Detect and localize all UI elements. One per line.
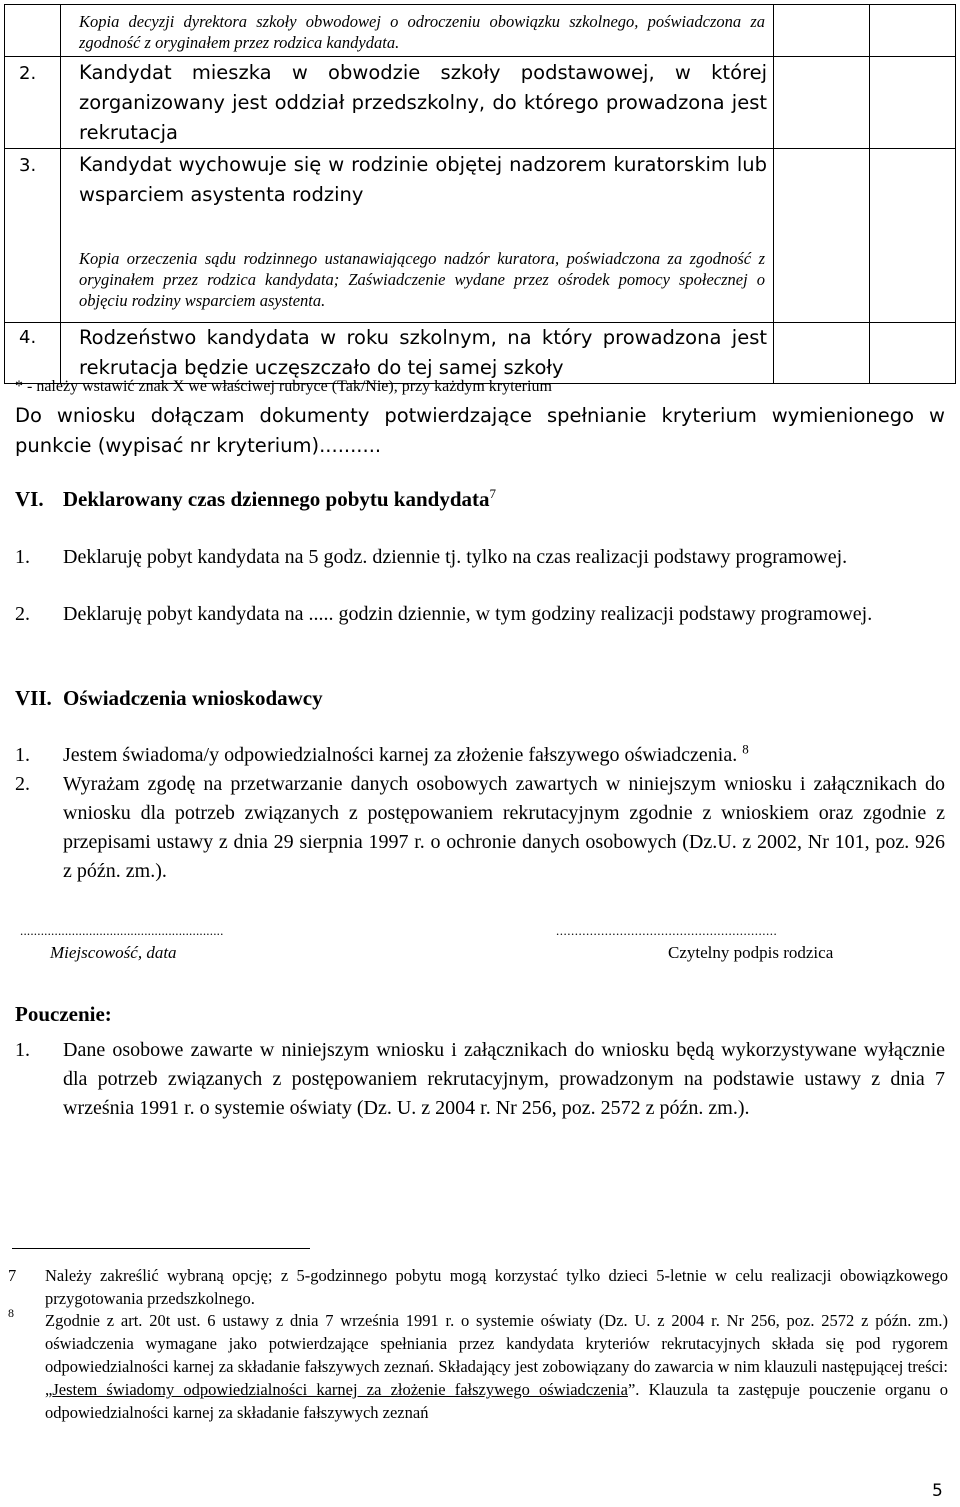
page-number: 5: [932, 1481, 943, 1501]
table-cell-num: [5, 149, 61, 323]
list-item-text: Deklaruję pobyt kandydata na 5 godz. dziennie tj. tylko na czas realizacji podstawy programowej.: [63, 546, 848, 568]
row4-number: 4.: [19, 327, 37, 348]
place-date-line[interactable]: ...........................................................: [20, 923, 224, 938]
list-item-number: 1.: [15, 546, 30, 568]
table-row: [5, 5, 956, 57]
section-vi-heading: [15, 487, 915, 512]
checkbox-cell-yes[interactable]: [774, 149, 870, 323]
table-cell-num: [5, 57, 61, 149]
footnote-8: 8 Zgodnie z art. 20t ust. 6 ustawy z dnia 7 września 1991 r. o systemie oświaty (Dz. U. z 2004 r. Nr 256, poz. 2572 z późn. zm.) oświadczenia wymagane jako potwierdzające spełniania przez kandydata kryteriów rekrutacyjnych składa się pod rygorem odpowiedzialności karnej za składanie fałszywych zeznań. Składający jest zobowiązany do zawarcia w nim klauzuli następującej treści: „Jestem świadomy odpowiedzialności karnej za złożenie fałszywego oświadczenia”. Klauzula ta zastępuje pouczenie organu o odpowiedzialności karnej za składanie fałszywych zeznań: [8, 1306, 948, 1422]
section-vii-title: Oświadczenia wnioskodawcy: [63, 686, 323, 710]
table-footnote: * - należy wstawić znak X we właściwej rubryce (Tak/Nie), przy każdym kryterium: [15, 378, 552, 395]
checkbox-cell-no[interactable]: [870, 323, 956, 384]
list-item-number: 1.: [15, 1039, 30, 1061]
list-item-text: Jestem świadoma/y odpowiedzialności karnej za złożenie fałszywego oświadczenia.: [63, 744, 738, 766]
footnote-8-text-part: Zgodnie z art. 20t ust. 6 ustawy z dnia 7 września 1991 r. o systemie oświaty (Dz. U. z 2004 r. Nr 256, poz. 2572 z późn. zm.) oświadczenia wymagane jako potwierdzające spełniania przez kandydata kryteriów rekrutacyjnych składa się pod rygorem odpowiedzialności karnej za składanie fałszywych zeznań. Składający jest zobowiązany do zawarcia w nim klauzuli następującej treści: „: [45, 1311, 948, 1399]
table-row: [5, 323, 956, 384]
section-vi-title: Deklarowany czas dziennego pobytu kandydata: [62, 487, 490, 511]
footnote-8-clause: Jestem świadomy odpowiedzialności karnej za złożenie fałszywego oświadczenia: [52, 1380, 628, 1399]
row3-document-note: Kopia orzeczenia sądu rodzinnego ustanawiającego nadzór kuratora, poświadczona za zgodność z oryginałem przez rodzica kandydata; Zaświadczenie wydane przez ośrodek pomocy społecznej o objęciu rodziny wsparciem asystenta.: [79, 249, 765, 310]
list-item: [15, 1036, 945, 1156]
row3-number: 3.: [19, 155, 37, 176]
footnote-separator: [12, 1248, 310, 1249]
table-row: [5, 149, 956, 323]
table-cell-text: [61, 5, 774, 57]
place-date-label: Miejscowość, data: [50, 943, 177, 962]
section-vi-footnote-ref: 7: [489, 486, 497, 501]
row2-criterion: Kandydat mieszka w obwodzie szkoły podstawowej, w której zorganizowany jest oddział przedszkolny, do którego prowadzona jest rekrutacja: [79, 61, 767, 144]
row1-document-note: Kopia decyzji dyrektora szkoły obwodowej o odroczeniu obowiązku szkolnego, poświadczona za zgodność z oryginałem przez rodzica kandydata.: [79, 12, 765, 52]
table-cell-num: [5, 5, 61, 57]
list-item-number: 2.: [15, 603, 30, 625]
table-cell-text: [61, 57, 774, 149]
list-item-number: 1.: [15, 744, 30, 766]
list-item: [15, 741, 945, 771]
footnote-ref: 8: [742, 741, 749, 757]
attachment-statement: Do wniosku dołączam dokumenty potwierdzające spełnianie kryterium wymienionego w punkcie (wypisać nr kryterium)..........: [15, 404, 945, 457]
checkbox-cell-yes[interactable]: [774, 323, 870, 384]
list-item: [15, 600, 945, 660]
checkbox-cell-yes[interactable]: [774, 5, 870, 57]
section-vii-heading: [15, 686, 915, 711]
list-item-text: Wyrażam zgodę na przetwarzanie danych osobowych zawartych w niniejszym wniosku i załącznikach do wniosku dla potrzeb związanych z postępowaniem rekrutacyjnym zgodnie z wnioskiem oraz zgodnie z przepisami ustawy z dnia 29 sierpnia 1997 r. o ochronie danych osobowych (Dz.U. z 2002, Nr 101, poz. 926 z późn. zm.).: [63, 773, 945, 882]
section-vii-number: VII.: [15, 686, 52, 710]
footnote-8-text-part: ”. Klauzula ta zastępuje pouczenie organu o odpowiedzialności karnej za składanie fałszywych zeznań: [45, 1380, 948, 1422]
checkbox-cell-no[interactable]: [870, 57, 956, 149]
footnote-8-text: [45, 1309, 948, 1424]
footnote-7-text: Należy zakreślić wybraną opcję; z 5-godzinnego pobytu mogą korzystać tylko dzieci 5-letnie w celu realizacji obowiązkowego przygotowania przedszkolnego.: [45, 1266, 948, 1308]
list-item: [15, 543, 945, 603]
row2-number: 2.: [19, 63, 37, 84]
table-cell-text: [61, 323, 774, 384]
list-item-text: Dane osobowe zawarte w niniejszym wniosku i załącznikach do wniosku będą wykorzystywane wyłącznie dla potrzeb związanych z postępowaniem rekrutacyjnym, prowadzonym na podstawie ustawy z dnia 7 września 1991 r. o systemie oświaty (Dz. U. z 2004 r. Nr 256, poz. 2572 z późn. zm.).: [63, 1039, 945, 1119]
row3-criterion: Kandydat wychowuje się w rodzinie objętej nadzorem kuratorskim lub wsparciem asystenta rodziny: [79, 153, 767, 206]
row4-criterion: Rodzeństwo kandydata w roku szkolnym, na który prowadzona jest rekrutacja będzie uczęszczało do tej samej szkoły: [79, 326, 767, 379]
checkbox-cell-no[interactable]: [870, 5, 956, 57]
footnote-7-number: 7: [8, 1266, 17, 1285]
list-item-number: 2.: [15, 773, 30, 795]
footnote-7: [8, 1264, 948, 1312]
signature-label: Czytelny podpis rodzica: [668, 943, 834, 962]
pouczenie-heading: Pouczenie:: [15, 1002, 112, 1026]
table-row: [5, 57, 956, 149]
table-cell-num: [5, 323, 61, 384]
signature-line[interactable]: ...........................................................: [556, 923, 778, 938]
list-item-text: Deklaruję pobyt kandydata na ..... godzin dziennie, w tym godziny realizacji podstawy programowej.: [63, 603, 873, 625]
list-item: [15, 770, 945, 890]
section-vi-number: VI.: [15, 487, 44, 511]
table-cell-text: [61, 149, 774, 323]
checkbox-cell-yes[interactable]: [774, 57, 870, 149]
checkbox-cell-no[interactable]: [870, 149, 956, 323]
criteria-table: [4, 4, 956, 384]
